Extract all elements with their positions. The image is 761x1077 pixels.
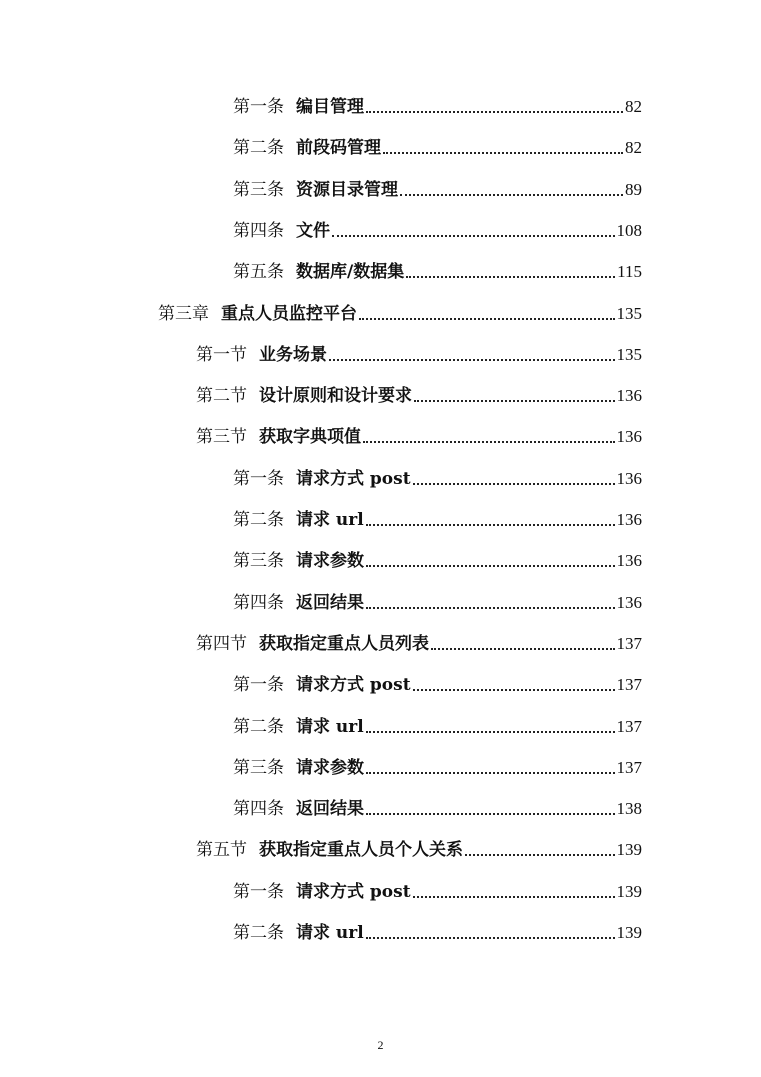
toc-entry-title: 请求参数 — [296, 551, 364, 571]
toc-entry-number: 第四节 — [196, 634, 247, 654]
toc-entry-title: 前段码管理 — [296, 138, 381, 158]
toc-entry-number: 第三节 — [196, 427, 247, 447]
toc-entry-page: 135 — [616, 345, 642, 364]
dot-leader — [329, 358, 615, 361]
toc-entry[interactable] — [233, 460, 642, 490]
toc-entry-page: 108 — [616, 221, 642, 240]
toc-entry-page: 136 — [616, 427, 642, 446]
toc-entry-title: 请求 url — [296, 510, 364, 530]
dot-leader — [366, 771, 615, 774]
toc-entry-page: 136 — [616, 510, 642, 529]
dot-leader — [465, 853, 615, 856]
toc-entry[interactable] — [196, 418, 642, 448]
dot-leader — [413, 895, 615, 898]
toc-entry-title: 请求方式 post — [296, 675, 411, 695]
toc-entry[interactable] — [233, 584, 642, 614]
toc-entry-title: 返回结果 — [296, 593, 364, 613]
dot-leader — [413, 688, 615, 691]
toc-entry-page: 136 — [616, 469, 642, 488]
toc-entry[interactable] — [233, 501, 642, 531]
toc-entry-title: 文件 — [296, 221, 330, 241]
dot-leader — [359, 317, 615, 320]
toc-entry-title: 获取字典项值 — [259, 427, 361, 447]
toc-entry[interactable] — [233, 171, 642, 201]
dot-leader — [366, 523, 615, 526]
toc-entry[interactable] — [233, 542, 642, 572]
toc-entry-title: 获取指定重点人员列表 — [259, 634, 429, 654]
dot-leader — [431, 647, 615, 650]
toc-entry-page: 135 — [616, 304, 642, 323]
toc-entry-number: 第一节 — [196, 345, 247, 365]
toc-entry-title: 请求 url — [296, 923, 364, 943]
dot-leader — [366, 730, 615, 733]
toc-entry-title: 数据库/数据集 — [296, 262, 405, 282]
toc-entry-number: 第一条 — [233, 675, 284, 695]
toc-entry-page: 115 — [617, 262, 642, 281]
toc-entry-number: 第四条 — [233, 221, 284, 241]
toc-entry[interactable] — [233, 790, 642, 820]
toc-entry-number: 第四条 — [233, 799, 284, 819]
toc-entry[interactable] — [233, 749, 642, 779]
dot-leader — [400, 193, 623, 196]
toc-entry-title: 设计原则和设计要求 — [259, 386, 412, 406]
toc-entry[interactable] — [233, 708, 642, 738]
toc-entry[interactable] — [233, 914, 642, 944]
toc-entry[interactable] — [233, 129, 642, 159]
toc-entry-number: 第五条 — [233, 262, 284, 282]
toc-entry-number: 第一条 — [233, 882, 284, 902]
toc-entry[interactable] — [233, 212, 642, 242]
toc-entry[interactable] — [196, 625, 642, 655]
toc-entry-title: 请求方式 post — [296, 882, 411, 902]
toc-entry[interactable] — [233, 873, 642, 903]
toc-entry[interactable] — [158, 295, 642, 325]
toc-entry-page: 82 — [625, 97, 642, 116]
toc-entry-page: 139 — [616, 923, 642, 942]
toc-entry-number: 第一条 — [233, 97, 284, 117]
toc-entry-title: 编目管理 — [296, 97, 364, 117]
toc-entry-number: 第二节 — [196, 386, 247, 406]
dot-leader — [366, 936, 615, 939]
toc-entry[interactable] — [196, 831, 642, 861]
toc-entry-page: 137 — [616, 758, 642, 777]
dot-leader — [366, 812, 615, 815]
toc-entry-page: 139 — [616, 882, 642, 901]
toc-entry-title: 业务场景 — [259, 345, 327, 365]
toc-entry-page: 136 — [616, 551, 642, 570]
toc-entry-number: 第四条 — [233, 593, 284, 613]
toc-entry-page: 136 — [616, 593, 642, 612]
toc-entry-title: 请求参数 — [296, 758, 364, 778]
toc-entry-title: 获取指定重点人员个人关系 — [259, 840, 463, 860]
toc-entry-number: 第五节 — [196, 840, 247, 860]
dot-leader — [363, 440, 615, 443]
toc-entry[interactable] — [233, 666, 642, 696]
toc-entry[interactable] — [196, 377, 642, 407]
toc-entry-page: 138 — [616, 799, 642, 818]
toc-entry[interactable] — [233, 88, 642, 118]
dot-leader — [366, 606, 615, 609]
toc-entry-title: 请求方式 post — [296, 469, 411, 489]
dot-leader — [366, 110, 623, 113]
toc-entry-page: 89 — [625, 180, 642, 199]
toc-entry-page: 136 — [616, 386, 642, 405]
toc-entry-page: 137 — [616, 634, 642, 653]
toc-entry-page: 82 — [625, 138, 642, 157]
toc-entry-number: 第二条 — [233, 717, 284, 737]
toc-entry[interactable] — [196, 336, 642, 366]
toc-entry-page: 137 — [616, 717, 642, 736]
toc-entry-number: 第三章 — [158, 304, 209, 324]
toc-entry-number: 第二条 — [233, 923, 284, 943]
toc-entry-number: 第三条 — [233, 758, 284, 778]
dot-leader — [366, 564, 615, 567]
toc-entry[interactable] — [233, 253, 642, 283]
dot-leader — [413, 482, 615, 485]
toc-entry-page: 139 — [616, 840, 642, 859]
toc-entry-title: 返回结果 — [296, 799, 364, 819]
toc-entry-title: 请求 url — [296, 717, 364, 737]
dot-leader — [406, 275, 615, 278]
toc-entry-number: 第三条 — [233, 180, 284, 200]
toc-entry-title: 重点人员监控平台 — [221, 304, 357, 324]
dot-leader — [414, 399, 615, 402]
toc-entry-title: 资源目录管理 — [296, 180, 398, 200]
toc-entry-number: 第一条 — [233, 469, 284, 489]
toc-entry-number: 第三条 — [233, 551, 284, 571]
dot-leader — [332, 234, 615, 237]
toc-entry-page: 137 — [616, 675, 642, 694]
toc-entry-number: 第二条 — [233, 138, 284, 158]
toc-entry-number: 第二条 — [233, 510, 284, 530]
page-number: 2 — [377, 1038, 384, 1052]
dot-leader — [383, 151, 623, 154]
